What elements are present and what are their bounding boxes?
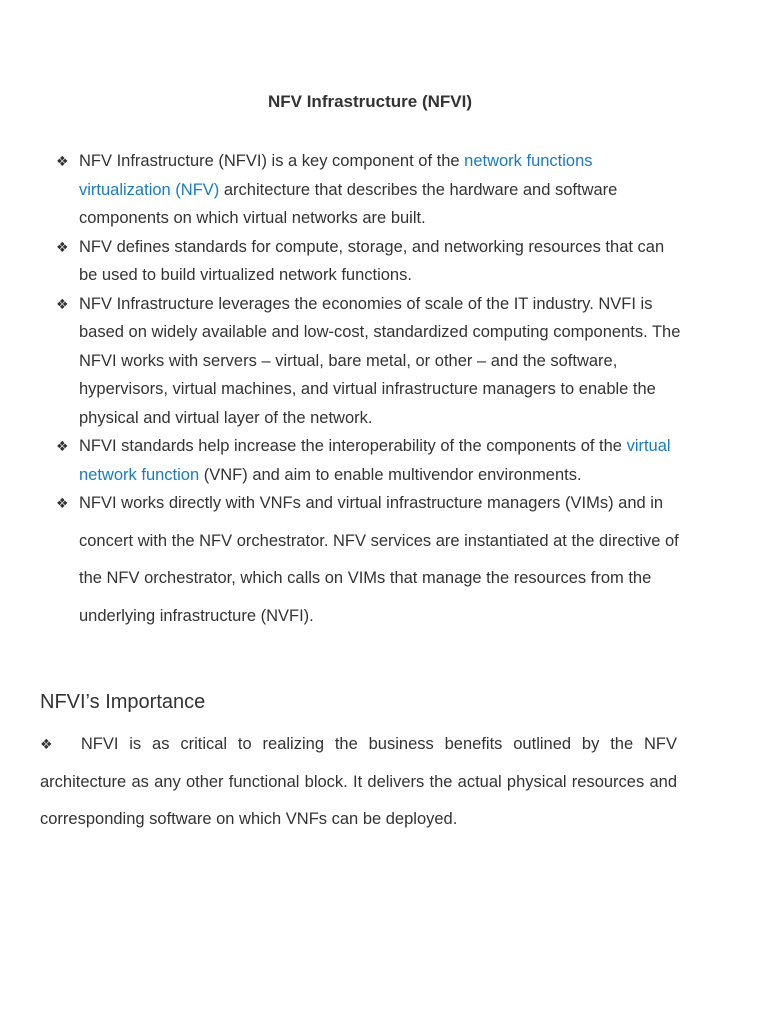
- list-item: [56, 485, 681, 635]
- page-title: NFV Infrastructure (NFVI): [267, 92, 473, 111]
- section-paragraph: [40, 726, 677, 839]
- list-item: [56, 233, 681, 290]
- diamond-bullet-icon: ❖: [56, 238, 69, 255]
- list-item: [56, 290, 681, 433]
- diamond-bullet-icon: ❖: [40, 736, 59, 752]
- diamond-bullet-icon: ❖: [56, 153, 69, 169]
- section-heading: NFVI’s Importance: [40, 691, 206, 713]
- list-item: [56, 147, 681, 233]
- diamond-bullet-icon: ❖: [56, 438, 69, 454]
- paragraph-text: NFVI is as critical to realizing the business benefits outlined by the NFV architecture as any other functional block. It delivers the actual physical resources and corresponding software on which VNFs can be deployed.: [40, 735, 677, 828]
- bullet-text: NFV Infrastructure (NFVI) is a key component of the: [79, 152, 465, 170]
- bullet-text: NFVI works directly with VNFs and virtual infrastructure managers (VIMs) and in concert with the NFV orchestrator. NFV services are instantiated at the directive of the NFV orchestrator, which calls on VIMs that manage the resources from the underlying infrastructure (NVFI).: [79, 494, 679, 625]
- bullet-text: NFV defines standards for compute, storage, and networking resources that can be used to build virtualized network functions.: [79, 237, 665, 284]
- nfv-link[interactable]: network functions virtualization (NFV): [79, 152, 593, 199]
- diamond-bullet-icon: ❖: [56, 495, 69, 511]
- bullet-text: NFVI standards help increase the interoperability of the components of the: [79, 437, 627, 455]
- vnf-link[interactable]: virtual network function: [79, 437, 671, 484]
- bullet-text: NFV Infrastructure leverages the economies of scale of the IT industry. NVFI is based on widely available and low-cost, standardized computing components. The NFVI works with servers – virtual, bare metal, or other – and the software, hypervisors, virtual machines, and virtual infrastructure managers to enable the physical and virtual layer of the network.: [79, 294, 681, 427]
- diamond-bullet-icon: ❖: [56, 295, 69, 312]
- bullet-text: (VNF) and aim to enable multivendor environments.: [199, 465, 582, 484]
- bullet-text: architecture that describes the hardware and software components on which virtual networks are built.: [79, 180, 618, 227]
- list-item: [56, 432, 681, 489]
- bullet-list: [56, 147, 681, 635]
